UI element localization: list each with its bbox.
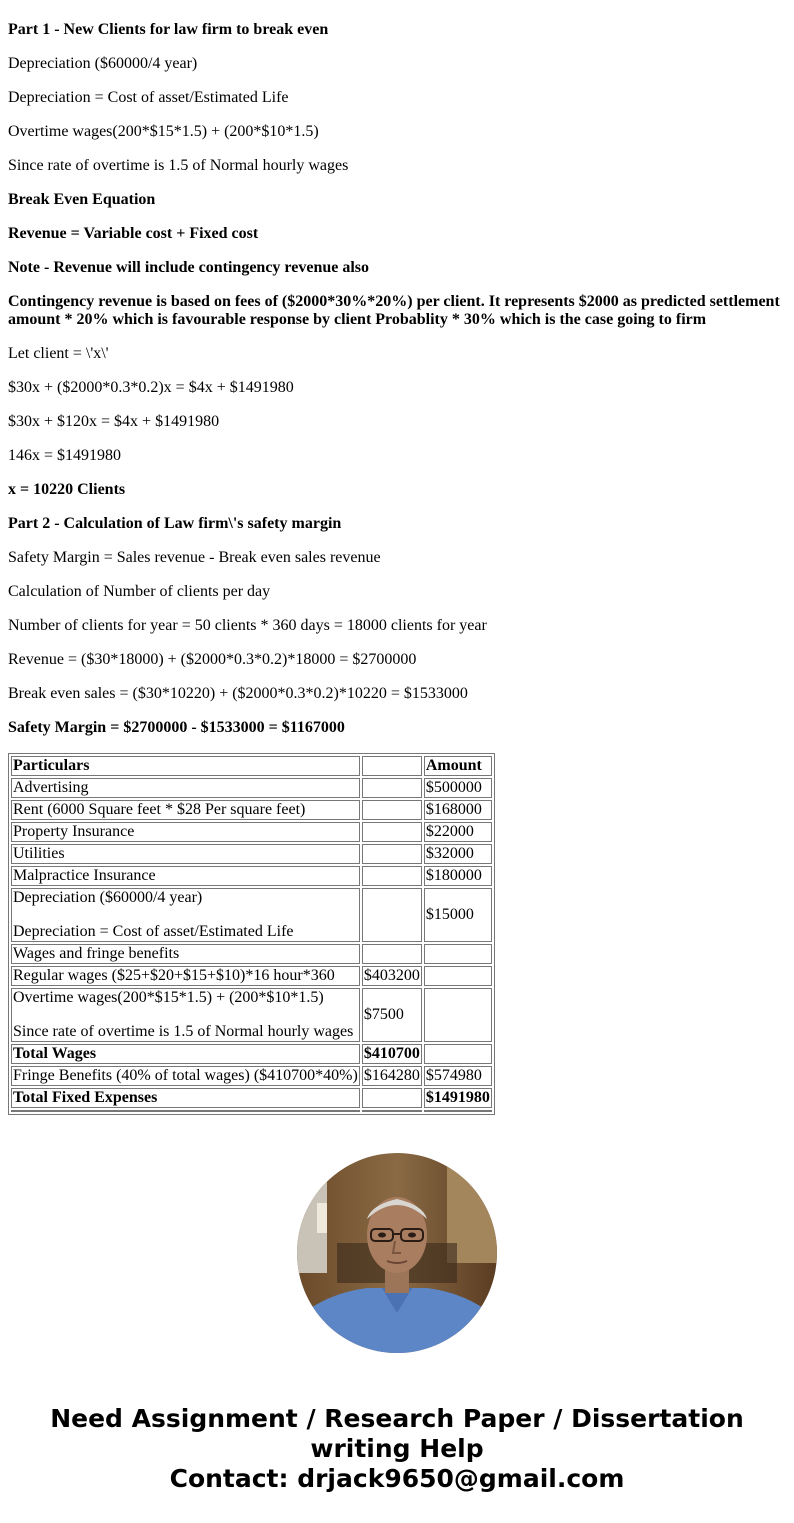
row-amount xyxy=(424,1044,492,1064)
break-even-result: x = 10220 Clients xyxy=(8,481,126,498)
row-amount: $574980 xyxy=(424,1066,492,1086)
table-row xyxy=(11,1044,492,1064)
revenue-note: Note - Revenue will include contingency revenue also xyxy=(8,259,370,276)
row-amount: $22000 xyxy=(424,822,492,842)
equation-2: $30x + $120x = $4x + $1491980 xyxy=(8,413,220,430)
row-amount xyxy=(424,966,492,986)
row-label: Utilities xyxy=(11,844,360,864)
row-label xyxy=(11,988,360,1042)
row-label: Total Fixed Expenses xyxy=(11,1088,360,1108)
footer-line-1: Need Assignment / Research Paper / Dissertation xyxy=(50,1404,744,1433)
part2-heading: Part 2 - Calculation of Law firm\'s safety margin xyxy=(8,515,342,532)
row-mid xyxy=(362,888,422,942)
row-mid xyxy=(362,778,422,798)
row-mid: $164280 xyxy=(363,1067,420,1084)
row-label: Property Insurance xyxy=(11,822,360,842)
row-label-line1: Depreciation ($60000/4 year) xyxy=(13,889,203,906)
break-even-equation: Revenue = Variable cost + Fixed cost xyxy=(8,225,259,242)
row-amount xyxy=(424,944,492,964)
table-header-row xyxy=(11,756,492,776)
row-label-line2: Depreciation = Cost of asset/Estimated Life xyxy=(13,923,294,940)
clients-per-year-line: Number of clients for year = 50 clients * 360 days = 18000 clients for year xyxy=(8,617,487,634)
row-amount: $1491980 xyxy=(425,1089,490,1106)
header-particulars: Particulars xyxy=(11,756,360,776)
row-mid xyxy=(362,822,422,842)
row-label: Malpractice Insurance xyxy=(11,866,360,886)
row-mid xyxy=(362,866,422,886)
row-amount: $168000 xyxy=(424,800,492,820)
header-amount: Amount xyxy=(424,756,492,776)
table-spacer-row xyxy=(11,1110,492,1112)
row-label: Wages and fringe benefits xyxy=(11,944,360,964)
row-amount: $180000 xyxy=(424,866,492,886)
let-client-line: Let client = \'x\' xyxy=(8,345,109,362)
table-row xyxy=(11,800,492,820)
equation-3: 146x = $1491980 xyxy=(8,447,122,464)
row-mid: $7500 xyxy=(362,988,422,1042)
table-row xyxy=(11,822,492,842)
row-mid: $410700 xyxy=(363,1045,420,1062)
row-amount: $32000 xyxy=(424,844,492,864)
table-row xyxy=(11,966,492,986)
clients-per-day-line: Calculation of Number of clients per day xyxy=(8,583,271,600)
author-photo-illustration xyxy=(297,1153,497,1353)
revenue-line: Revenue = ($30*18000) + ($2000*0.3*0.2)*18000 = $2700000 xyxy=(8,651,417,668)
row-mid: $403200 xyxy=(363,967,420,984)
table-row xyxy=(11,866,492,886)
safety-margin-result: Safety Margin = $2700000 - $1533000 = $1167000 xyxy=(8,719,345,736)
depreciation-line: Depreciation ($60000/4 year) xyxy=(8,55,198,72)
row-label-line2: Since rate of overtime is 1.5 of Normal hourly wages xyxy=(13,1023,354,1040)
row-label: Total Wages xyxy=(11,1044,360,1064)
break-even-sales-line: Break even sales = ($30*10220) + ($2000*0.3*0.2)*10220 = $1533000 xyxy=(8,685,468,702)
author-avatar xyxy=(297,1153,497,1353)
row-label xyxy=(11,888,360,942)
row-label: Rent (6000 Square feet * $28 Per square feet) xyxy=(11,800,360,820)
header-mid xyxy=(362,756,422,776)
row-amount xyxy=(424,988,492,1042)
row-mid xyxy=(362,800,422,820)
row-label: Fringe Benefits (40% of total wages) ($410700*40%) xyxy=(13,1067,358,1084)
table-row xyxy=(11,888,492,942)
part1-heading: Part 1 - New Clients for law firm to break even xyxy=(8,21,329,38)
table-row xyxy=(11,1066,492,1086)
table-row xyxy=(11,778,492,798)
row-mid xyxy=(362,944,422,964)
row-label: Advertising xyxy=(11,778,360,798)
row-amount: $15000 xyxy=(424,888,492,942)
promo-footer xyxy=(0,1404,794,1494)
overtime-line: Overtime wages(200*$15*1.5) + (200*$10*1.5) xyxy=(8,123,319,140)
row-amount: $500000 xyxy=(424,778,492,798)
safety-margin-formula: Safety Margin = Sales revenue - Break even sales revenue xyxy=(8,549,381,566)
table-row xyxy=(11,844,492,864)
row-label: Regular wages ($25+$20+$15+$10)*16 hour*360 xyxy=(11,966,360,986)
row-mid xyxy=(362,1088,422,1108)
fixed-expenses-table xyxy=(8,753,495,1115)
overtime-note: Since rate of overtime is 1.5 of Normal hourly wages xyxy=(8,157,349,174)
footer-contact: Contact: drjack9650@gmail.com xyxy=(169,1464,625,1493)
contingency-paragraph: Contingency revenue is based on fees of ($2000*30%*20%) per client. It represents $2000 as predicted settlement amount * 20% which is favourable response by client Probablity * 30% which is the case going to firm xyxy=(8,293,780,328)
row-mid xyxy=(362,844,422,864)
table-row xyxy=(11,944,492,964)
footer-line-2: writing Help xyxy=(310,1434,484,1463)
break-even-heading: Break Even Equation xyxy=(8,191,156,208)
table-row xyxy=(11,1088,492,1108)
depreciation-formula: Depreciation = Cost of asset/Estimated Life xyxy=(8,89,289,106)
row-label-line1: Overtime wages(200*$15*1.5) + (200*$10*1.5) xyxy=(13,989,324,1006)
equation-1: $30x + ($2000*0.3*0.2)x = $4x + $1491980 xyxy=(8,379,294,396)
table-row xyxy=(11,988,492,1042)
